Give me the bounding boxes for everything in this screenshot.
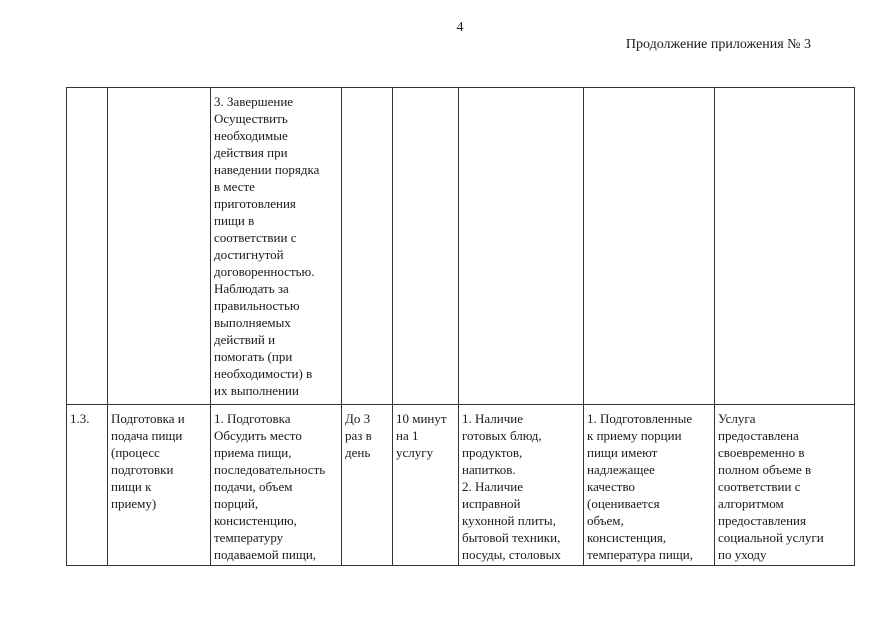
cell-frequency bbox=[342, 88, 393, 405]
page-number: 4 bbox=[456, 20, 464, 35]
cell-duration bbox=[393, 88, 459, 405]
cell-service-name: Подготовка и подача пищи (процесс подготовки пищи к приему) bbox=[108, 405, 211, 566]
cell-frequency: До 3 раз в день bbox=[342, 405, 393, 566]
cell-conditions bbox=[459, 88, 584, 405]
cell-quality-indicators bbox=[584, 88, 715, 405]
service-standards-table bbox=[66, 87, 855, 566]
cell-description: 3. Завершение Осуществить необходимые действия при наведении порядка в месте приготовления пищи в соответствии с достигнутой договоренностью. Наблюдать за правильностью выполняемых действий и помогать (при необходимости) в их выполнении bbox=[211, 88, 342, 405]
appendix-continuation-label: Продолжение приложения № 3 bbox=[625, 37, 811, 52]
cell-quality-indicators: 1. Подготовленные к приему порции пищи имеют надлежащее качество (оценивается объем, консистенция, температура пищи, bbox=[584, 405, 715, 566]
cell-duration: 10 минут на 1 услугу bbox=[393, 405, 459, 566]
cell-description: 1. Подготовка Обсудить место приема пищи, последовательность подачи, объем порций, консистенцию, температуру подаваемой пищи, bbox=[211, 405, 342, 566]
cell-number bbox=[67, 88, 108, 405]
cell-result-evaluation: Услуга предоставлена своевременно в полном объеме в соответствии с алгоритмом предоставления социальной услуги по уходу bbox=[715, 405, 855, 566]
cell-conditions: 1. Наличие готовых блюд, продуктов, напитков. 2. Наличие исправной кухонной плиты, бытовой техники, посуды, столовых bbox=[459, 405, 584, 566]
cell-result-evaluation bbox=[715, 88, 855, 405]
cell-service-name bbox=[108, 88, 211, 405]
table-row bbox=[67, 405, 855, 566]
cell-number: 1.3. bbox=[67, 405, 108, 566]
table-row bbox=[67, 88, 855, 405]
